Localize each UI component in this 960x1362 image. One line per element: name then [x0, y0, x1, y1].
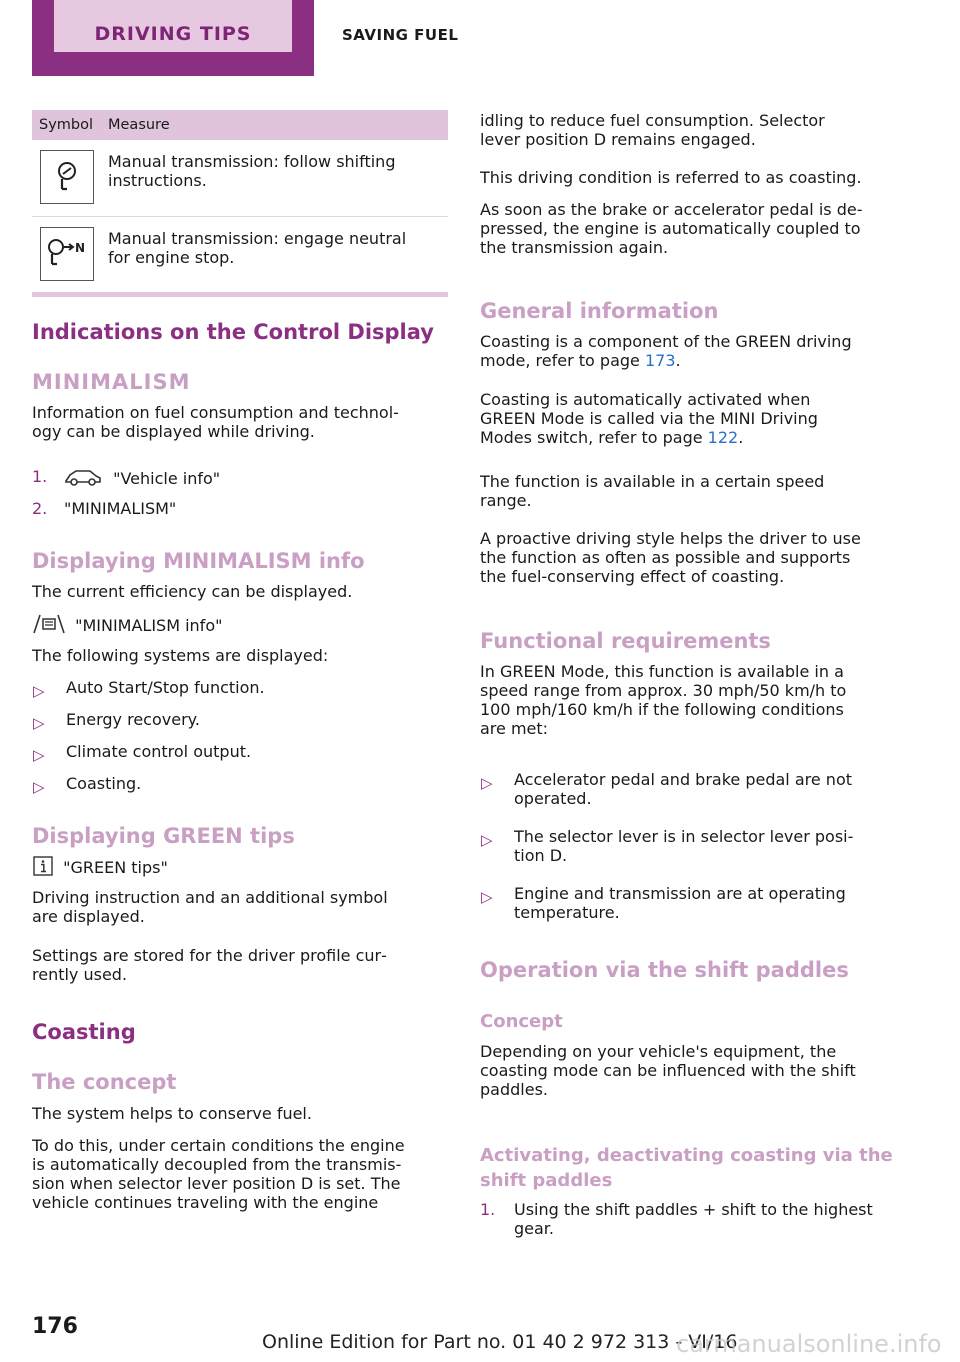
list-item: Climate control output.: [66, 742, 252, 761]
table-divider: [32, 292, 448, 297]
table-row: [32, 140, 448, 217]
tab-driving-tips-label: DRIVING TIPS: [54, 0, 292, 52]
gear-neutral-icon: [40, 227, 94, 281]
text-line: rently used.: [32, 965, 128, 984]
paragraph: [32, 946, 387, 984]
text-line: [480, 351, 852, 370]
step-number: 1.: [32, 467, 48, 486]
paragraph: [480, 111, 825, 149]
text-line: temperature.: [514, 903, 620, 922]
text-line: lever position D remains engaged.: [480, 130, 756, 149]
efficiency-icon: [32, 613, 66, 639]
menu-path-text: "MINIMALISM info": [75, 615, 223, 635]
text-span: .: [738, 428, 744, 447]
text-line: Coasting is a component of the GREEN driving: [480, 332, 852, 351]
heading-minimalism: MINIMALISM: [32, 370, 191, 394]
tab-saving-fuel[interactable]: SAVING FUEL: [342, 26, 459, 44]
text-line: the function as often as possible and supports: [480, 548, 851, 567]
text-line: is automatically decoupled from the transmis‐: [32, 1155, 402, 1174]
step-text: "MINIMALISM": [64, 499, 177, 518]
step-item: [514, 1200, 873, 1238]
measure-text: [108, 229, 448, 267]
text-line: GREEN Mode is called via the MINI Driving: [480, 409, 818, 428]
heading-indications: Indications on the Control Display: [32, 320, 434, 344]
step-number: 2.: [32, 499, 48, 518]
paragraph: [480, 662, 846, 738]
measure-text: [108, 152, 448, 190]
heading-coasting: Coasting: [32, 1020, 136, 1044]
text-line: the fuel-conserving effect of coasting.: [480, 567, 785, 586]
paragraph: [480, 472, 824, 510]
list-item: Auto Start/Stop function.: [66, 678, 265, 697]
text-line: Settings are stored for the driver profile cur‐: [32, 946, 387, 965]
measure-line: instructions.: [108, 171, 207, 190]
heading-displaying-minimalism: Displaying MINIMALISM info: [32, 549, 365, 573]
text-line: Using the shift paddles + shift to the highest: [514, 1200, 873, 1219]
step-text: "Vehicle info": [113, 468, 221, 488]
heading-concept: Concept: [480, 1011, 563, 1032]
measure-line: for engine stop.: [108, 248, 235, 267]
heading-the-concept: The concept: [32, 1070, 177, 1094]
col-measure-header: Measure: [108, 117, 170, 133]
text-line: Engine and transmission are at operating: [514, 884, 846, 903]
text-line: A proactive driving style helps the driver to use: [480, 529, 861, 548]
text-line: This driving condition is referred to as coasting.: [480, 168, 862, 187]
heading-green-tips: Displaying GREEN tips: [32, 824, 295, 848]
measure-line: Manual transmission: engage neutral: [108, 229, 407, 248]
paragraph: [32, 1136, 405, 1212]
paragraph: [32, 888, 388, 926]
text-line: coasting mode can be influenced with the shift: [480, 1061, 856, 1080]
bullet-triangle-icon: ▷: [33, 682, 45, 700]
page-link-122[interactable]: 122: [707, 428, 739, 447]
text-line: gear.: [514, 1219, 554, 1238]
text-line: The system helps to conserve fuel.: [32, 1104, 312, 1123]
text-line: range.: [480, 491, 532, 510]
paragraph: [32, 403, 399, 441]
paragraph: [480, 390, 818, 447]
text-span: mode, refer to page: [480, 351, 645, 370]
bullet-triangle-icon: ▷: [33, 778, 45, 796]
list-item: Coasting.: [66, 774, 142, 793]
heading-general-information: General information: [480, 299, 719, 323]
text-line: sion when selector lever position D is set. The: [32, 1174, 401, 1193]
header-tabs: [32, 0, 952, 76]
bullet-triangle-icon: ▷: [33, 746, 45, 764]
text-line: speed range from approx. 30 mph/50 km/h to: [480, 681, 847, 700]
heading-functional-requirements: Functional requirements: [480, 629, 771, 653]
text-line: Driving instruction and an additional symbol: [32, 888, 388, 907]
watermark: carmanualsonline.info: [676, 1330, 942, 1358]
text-line: paddles.: [480, 1080, 548, 1099]
step-number: 1.: [480, 1200, 496, 1219]
text-line: the transmission again.: [480, 238, 669, 257]
measure-line: Manual transmission: follow shifting: [108, 152, 396, 171]
text-line: Depending on your vehicle's equipment, the: [480, 1042, 837, 1061]
page-number: 176: [32, 1314, 78, 1339]
list-item: [514, 827, 853, 865]
table-row: [32, 217, 448, 293]
text-line: operated.: [514, 789, 592, 808]
heading-operation-shift-paddles: Operation via the shift paddles: [480, 958, 849, 982]
text-line: Information on fuel consumption and technol‐: [32, 403, 399, 422]
text-line: The selector lever is in selector lever posi‐: [514, 827, 854, 846]
text-line: The following systems are displayed:: [32, 646, 329, 665]
paragraph: [480, 529, 861, 586]
bullet-triangle-icon: ▷: [481, 888, 493, 906]
edition-footer: Online Edition for Part no. 01 40 2 972 313 - VI/16: [262, 1331, 738, 1353]
tab-driving-tips[interactable]: [32, 0, 314, 76]
text-line: ogy can be displayed while driving.: [32, 422, 315, 441]
svg-text:N: N: [75, 241, 86, 255]
paragraph: [480, 332, 852, 370]
text-line: The current efficiency can be displayed.: [32, 582, 353, 601]
heading-line: Activating, deactivating coasting via the: [480, 1145, 893, 1166]
paragraph: [480, 200, 862, 257]
text-line: [480, 428, 818, 447]
list-item: Energy recovery.: [66, 710, 200, 729]
list-item: [514, 884, 846, 922]
car-icon: [64, 467, 102, 491]
text-line: tion D.: [514, 846, 568, 865]
menu-path: [32, 856, 168, 880]
text-line: Accelerator pedal and brake pedal are not: [514, 770, 852, 789]
text-line: are displayed.: [32, 907, 145, 926]
text-line: The function is available in a certain speed: [480, 472, 825, 491]
text-line: In GREEN Mode, this function is available in a: [480, 662, 844, 681]
step-item: [64, 467, 220, 491]
list-item: [514, 770, 852, 808]
text-line: idling to reduce fuel consumption. Selector: [480, 111, 825, 130]
text-line: To do this, under certain conditions the engine: [32, 1136, 405, 1155]
text-line: vehicle continues traveling with the engine: [32, 1193, 379, 1212]
text-line: are met:: [480, 719, 549, 738]
symbol-table: [32, 110, 448, 293]
paragraph: [480, 1042, 856, 1099]
col-symbol-header: Symbol: [39, 117, 94, 133]
bullet-triangle-icon: ▷: [33, 714, 45, 732]
text-line: pressed, the engine is automatically coupled to: [480, 219, 861, 238]
page-link-173[interactable]: 173: [644, 351, 676, 370]
menu-path: [32, 613, 222, 639]
text-line: As soon as the brake or accelerator pedal is de‐: [480, 200, 863, 219]
text-span: .: [675, 351, 681, 370]
table-header: [32, 110, 448, 140]
info-icon: [32, 856, 54, 880]
text-span: Modes switch, refer to page: [480, 428, 708, 447]
bullet-triangle-icon: ▷: [481, 831, 493, 849]
text-line: Coasting is automatically activated when: [480, 390, 811, 409]
heading-line: shift paddles: [480, 1170, 613, 1191]
gear-shift-icon: [40, 150, 94, 204]
heading-activating-coasting: [480, 1143, 893, 1193]
text-line: 100 mph/160 km/h if the following conditions: [480, 700, 844, 719]
bullet-triangle-icon: ▷: [481, 774, 493, 792]
menu-path-text: "GREEN tips": [63, 857, 168, 877]
